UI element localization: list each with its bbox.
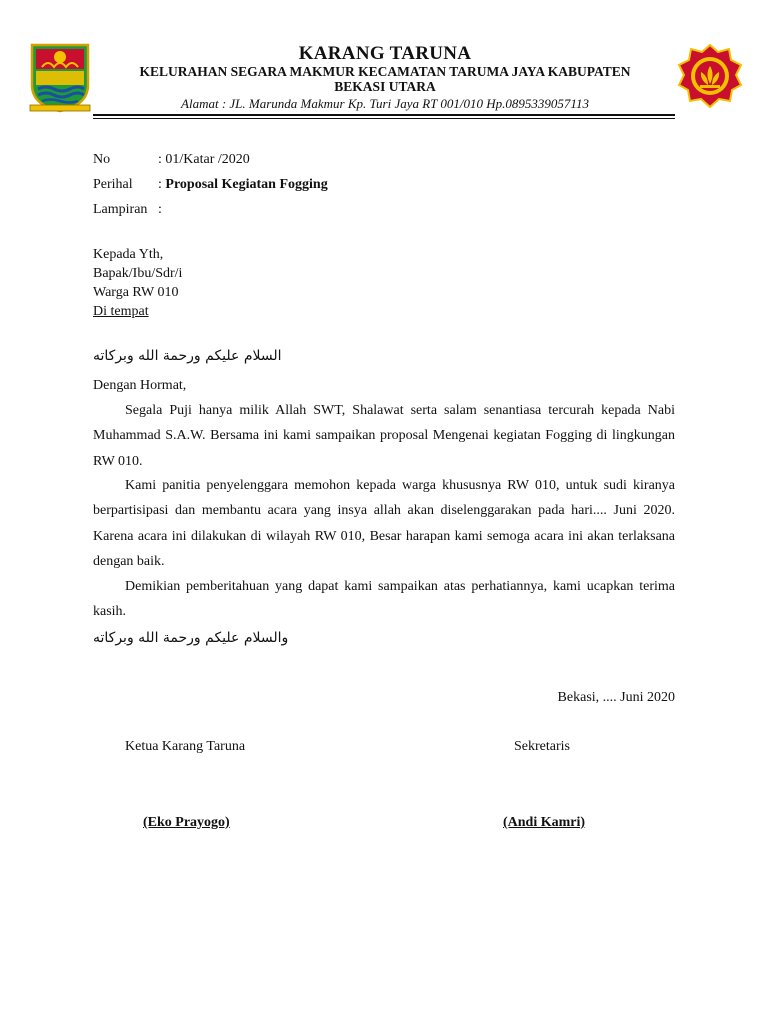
body-paragraph-1 (93, 398, 675, 474)
signature-right-title: Sekretaris (514, 739, 570, 754)
body-paragraph-3-text: Demikian pemberitahuan yang dapat kami sampaikan atas perhatiannya, kami ucapkan terima kasih. (93, 579, 675, 620)
header-divider-thin (93, 118, 675, 119)
recipient-line1: Kepada Yth, (93, 247, 164, 262)
attachment-value-row (158, 202, 162, 218)
body-paragraph-3 (93, 574, 675, 625)
signature-left-title: Ketua Karang Taruna (125, 739, 246, 754)
body-paragraph-2-text: Kami panitia penyelenggara memohon kepada warga khususnya RW 010, untuk sudi kiranya berpartisipasi dan membantu acara yang insya allah akan diselenggarakan pada hari.... Juni 2020. Karena acara ini dilakukan di wilayah RW 010, Besar harapan kami semoga acara ini akan terlaksana dengan baik. (93, 478, 675, 569)
attachment-colon: : (158, 202, 162, 217)
number-value-row (158, 152, 250, 168)
number-value: 01/Katar /2020 (165, 152, 250, 167)
header-divider-thick (93, 114, 675, 116)
recipient-line3: Warga RW 010 (93, 285, 179, 300)
recipient-line4: Di tempat (93, 304, 149, 319)
subject-value-row (158, 177, 328, 193)
subject-value: Proposal Kegiatan Fogging (165, 177, 328, 192)
organization-address: Alamat : JL. Marunda Makmur Kp. Turi Jaya RT 001/010 Hp.0895339057113 (181, 96, 589, 111)
organization-subtitle-line1: KELURAHAN SEGARA MAKMUR KECAMATAN TARUMA JAYA KABUPATEN (139, 64, 631, 79)
karang-taruna-emblem-icon (675, 43, 745, 109)
recipient-line2: Bapak/Ibu/Sdr/i (93, 266, 183, 281)
salutation: Dengan Hormat, (93, 378, 187, 393)
place-date: Bekasi, .... Juni 2020 (557, 690, 675, 705)
subject-colon: : (158, 177, 162, 192)
signature-right-name: (Andi Kamri) (503, 815, 586, 830)
subject-label: Perihal (93, 177, 133, 192)
number-colon: : (158, 152, 162, 167)
number-label: No (93, 152, 111, 167)
organization-subtitle-line2: BEKASI UTARA (334, 79, 436, 94)
kabupaten-bekasi-emblem-icon (28, 41, 92, 113)
body-paragraph-1-text: Segala Puji hanya milik Allah SWT, Shalawat serta salam senantiasa tercurah kepada Nabi Muhammad S.A.W. Bersama ini kami sampaikan proposal Mengenai kegiatan Fogging di lingkungan RW 010. (93, 403, 675, 469)
signature-left-name: (Eko Prayogo) (143, 815, 230, 830)
body-paragraph-2 (93, 473, 675, 574)
arabic-closing: والسلام عليكم ورحمة الله وبركاته (93, 630, 289, 646)
arabic-greeting: السلام عليكم ورحمة الله وبركاته (93, 348, 282, 364)
organization-name: KARANG TARUNA (298, 43, 472, 64)
attachment-label: Lampiran (93, 202, 148, 217)
